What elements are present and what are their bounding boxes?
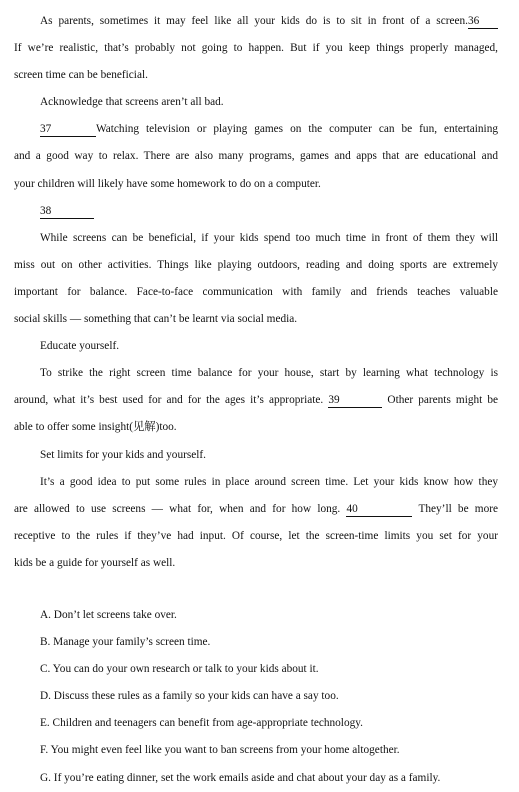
- answer-blank-39: 39: [328, 393, 382, 408]
- paragraph-1-line-1: [14, 8, 498, 35]
- answer-blank-40: 40: [346, 502, 412, 517]
- option-a: A. Don’t let screens take over.: [40, 608, 177, 621]
- paragraph-text: are allowed to use screens — what for, when and for how long.: [14, 502, 341, 515]
- paragraph-text: They’ll be more: [418, 502, 499, 515]
- paragraph-3-line-3: important for balance. Face-to-face communication with family and friends teaches valuable: [14, 285, 498, 298]
- paragraph-2-line-2: and a good way to relax. There are also many programs, games and apps that are educational and: [14, 150, 498, 163]
- paragraph-2-line-1: [14, 116, 498, 143]
- spacer: [14, 577, 498, 602]
- paragraph-2-line-3: your children will likely have some homework to do on a computer.: [14, 177, 321, 190]
- section-heading-3: Set limits for your kids and yourself.: [40, 448, 206, 461]
- paragraph-text: Other parents might be: [387, 394, 499, 407]
- paragraph-4-line-3: able to offer some insight(见解)too.: [14, 421, 177, 434]
- paragraph-3-line-4: social skills — something that can’t be learnt via social media.: [14, 313, 298, 326]
- paragraph-text: around, what it’s best used for and for the ages it’s appropriate.: [14, 394, 324, 407]
- answer-blank-37: 37: [40, 122, 96, 137]
- paragraph-1-line-2: If we’re realistic, that’s probably not going to happen. But if you keep things properly managed,: [14, 42, 498, 55]
- paragraph-5-line-1: It’s a good idea to put some rules in place around screen time. Let your kids know how they: [40, 475, 498, 488]
- option-b: B. Manage your family’s screen time.: [40, 636, 211, 649]
- paragraph-1-line-3: screen time can be beneficial.: [14, 69, 148, 82]
- paragraph-4-line-2: [14, 387, 498, 414]
- section-heading-1: Acknowledge that screens aren’t all bad.: [40, 96, 224, 109]
- option-f: F. You might even feel like you want to ban screens from your home altogether.: [40, 744, 400, 757]
- answer-blank-36: 36: [468, 14, 498, 29]
- paragraph-text: As parents, sometimes it may feel like all your kids do is to sit in front of a screen.: [40, 15, 468, 27]
- answer-blank-38: 38: [40, 204, 94, 219]
- paragraph-5-line-2: [14, 496, 498, 523]
- option-g: G. If you’re eating dinner, set the work emails aside and chat about your day as a family.: [40, 771, 441, 784]
- paragraph-5-line-4: kids be a guide for yourself as well.: [14, 556, 176, 569]
- paragraph-text: Watching television or playing games on the computer can be fun, entertaining: [96, 123, 498, 136]
- paragraph-5-line-3: receptive to the rules if they’ve had input. Of course, let the screen-time limits you set for your: [14, 529, 498, 542]
- paragraph-3-line-1: While screens can be beneficial, if your kids spend too much time in front of them they will: [40, 231, 498, 244]
- heading-blank-line: [14, 198, 498, 225]
- option-d: D. Discuss these rules as a family so your kids can have a say too.: [40, 690, 339, 703]
- option-e: E. Children and teenagers can benefit from age-appropriate technology.: [40, 717, 363, 730]
- section-heading-2: Educate yourself.: [40, 340, 120, 353]
- option-c: C. You can do your own research or talk to your kids about it.: [40, 663, 319, 676]
- paragraph-4-line-1: To strike the right screen time balance for your house, start by learning what technology is: [40, 367, 498, 380]
- paragraph-3-line-2: miss out on other activities. Things like playing outdoors, reading and doing sports are extremely: [14, 258, 498, 271]
- reading-passage: [14, 8, 498, 792]
